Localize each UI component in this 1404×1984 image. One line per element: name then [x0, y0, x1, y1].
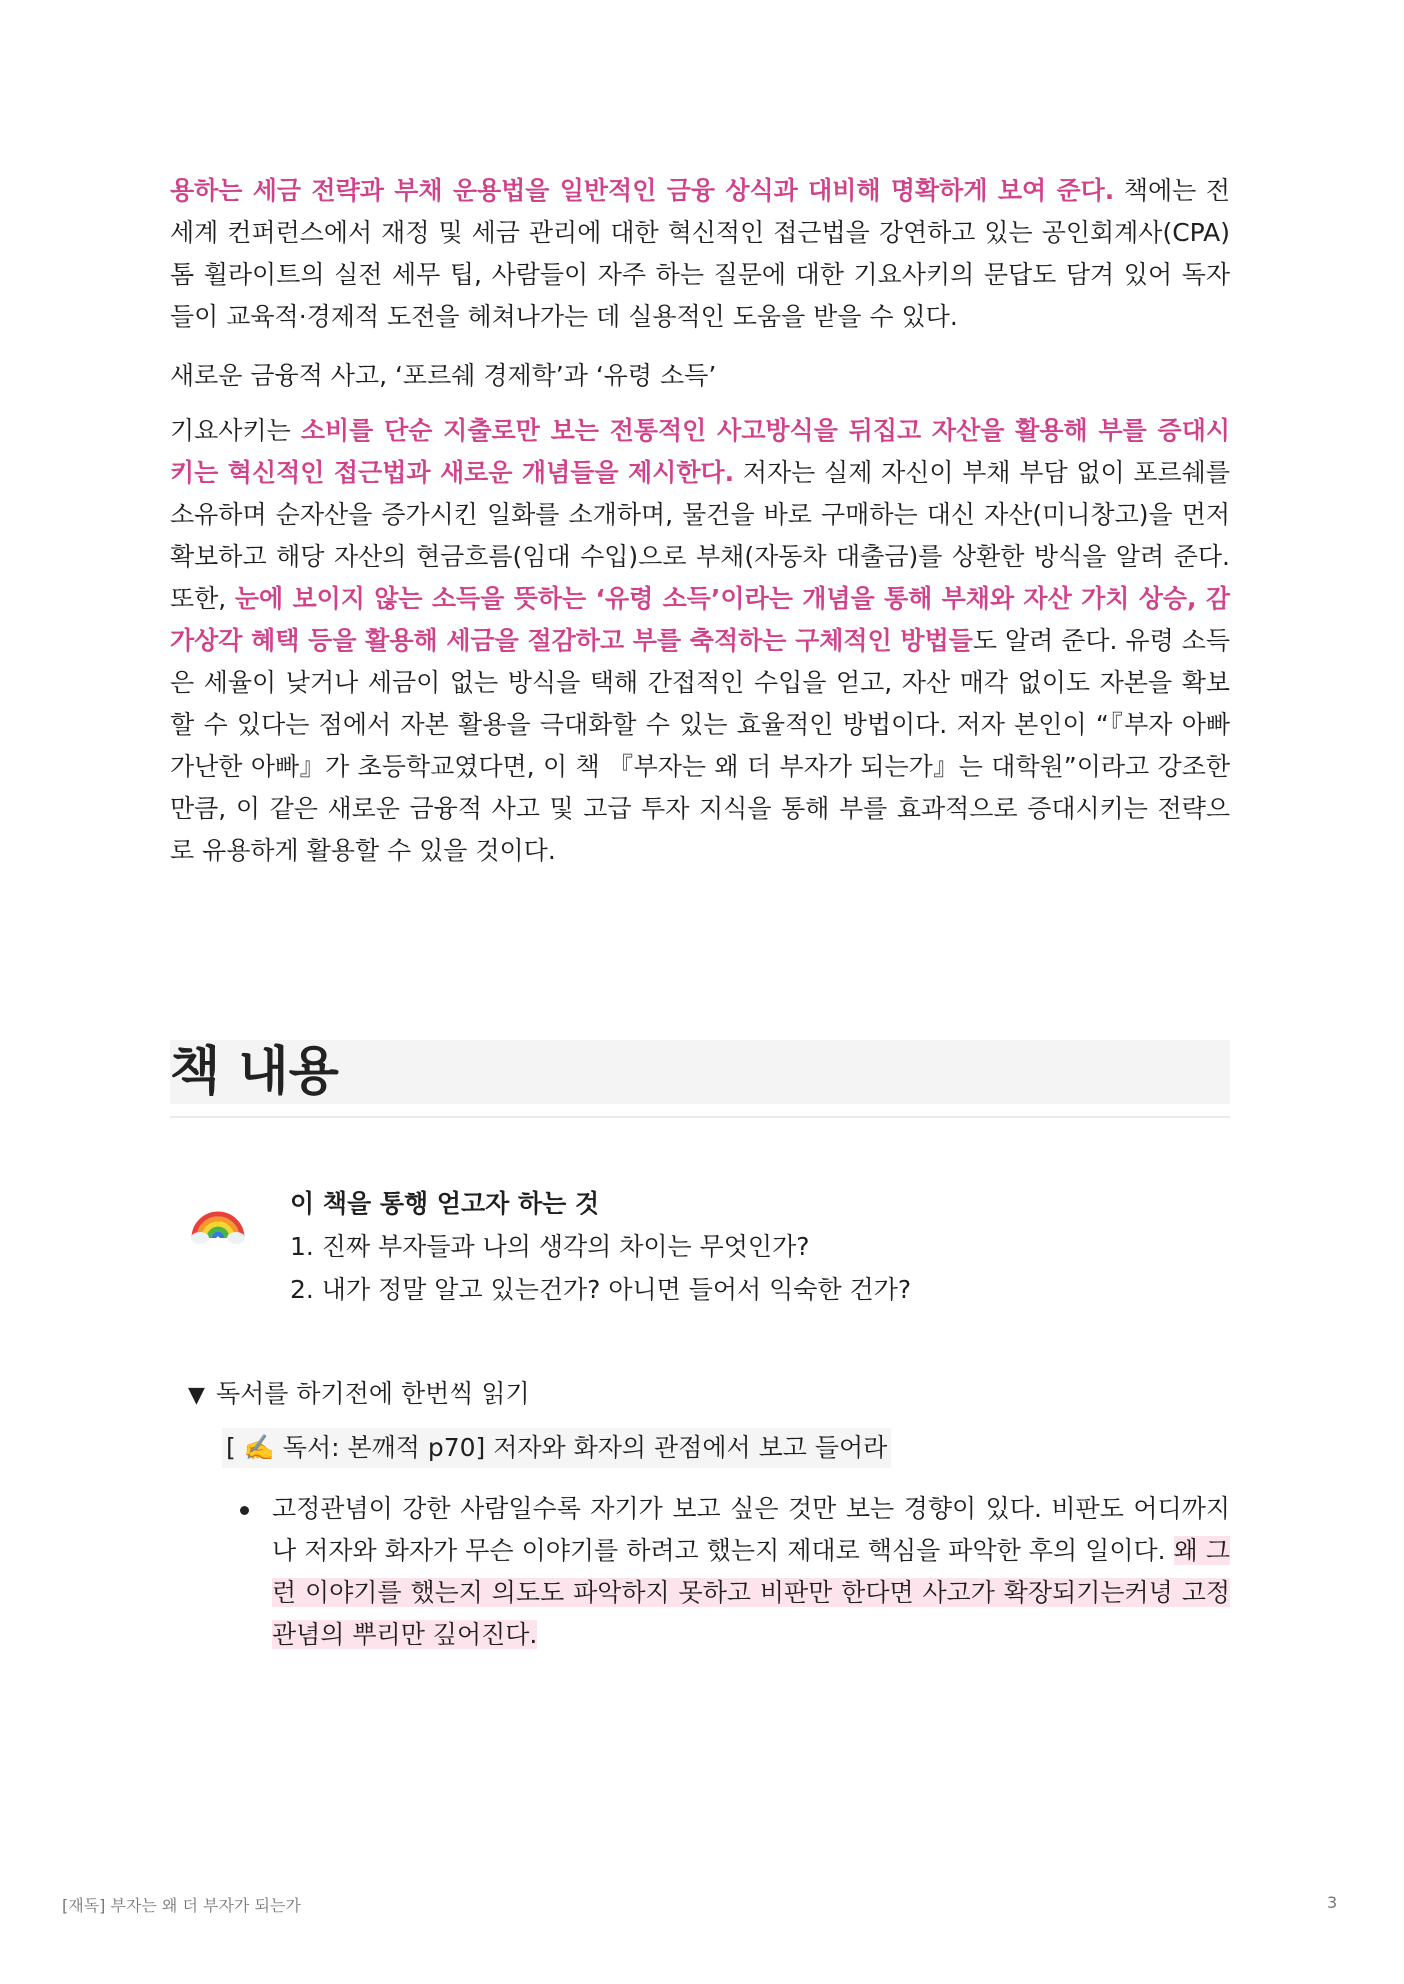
reference-line [222, 1428, 891, 1468]
callout-title: 이 책을 통행 얻고자 하는 것 [290, 1189, 600, 1218]
toggle-arrow-icon[interactable]: ▼ [188, 1383, 205, 1408]
page-number: 3 [1327, 1893, 1338, 1912]
callout-item-1: 1. 진짜 부자들과 나의 생각의 차이는 무엇인가? [290, 1232, 810, 1261]
highlighted-text: 소비를 단순 지출로만 보는 전통적인 사고방식을 뒤집고 자산을 활용해 부를 증대시키는 혁신적인 접근법과 새로운 개념들을 제시한다. [170, 416, 1231, 487]
section-subtitle: 새로운 금융적 사고, ‘포르쉐 경제학’과 ‘유령 소득’ [170, 361, 717, 390]
paragraph-text: 고정관념이 강한 사람일수록 자기가 보고 싶은 것만 보는 경향이 있다. 비판도 어디까지나 저자와 화자가 무슨 이야기를 하려고 했는지 제대로 핵심을 파악한 후의 일이다. [272, 1494, 1230, 1565]
reference-text: 독서: 본깨적 p70] 저자와 화자의 관점에서 보고 들어라 [274, 1433, 888, 1462]
writing-hand-icon: ✍️ [243, 1433, 275, 1462]
toggle-block[interactable] [188, 1374, 530, 1416]
paragraph-text: 기요사키는 [170, 416, 301, 445]
toggle-label: 독서를 하기전에 한번씩 읽기 [216, 1379, 530, 1408]
callout-item-2: 2. 내가 정말 알고 있는건가? 아니면 들어서 익숙한 건가? [290, 1275, 912, 1304]
rainbow-icon [190, 1190, 246, 1246]
callout-body [290, 1182, 1220, 1311]
bullet-text [272, 1488, 1230, 1656]
bracket-text: [ [226, 1433, 244, 1462]
highlighted-text: 왜 그런 이야기를 했는지 의도도 파악하지 못하고 비판만 한다면 사고가 확장되기는커녕 고정관념의 뿌리만 깊어진다. [272, 1536, 1231, 1649]
paragraph-text: 저자는 실제 자신이 부채 부담 없이 포르쉐를 소유하며 순자산을 증가시킨 일화를 소개하며, 물건을 바로 구매하는 대신 자산(미니창고)을 먼저 확보하고 해당 자산의 현금흐름(임대 수입)으로 부채(자동차 대출금)를 상환한 방식을 알려 준다. 또한, [170, 458, 1230, 613]
highlighted-text: 용하는 세금 전략과 부채 운용법을 일반적인 금융 상식과 대비해 명확하게 보여 준다. [170, 176, 1115, 205]
paragraph-text: 책에는 전 세계 컨퍼런스에서 재정 및 세금 관리에 대한 혁신적인 접근법을 강연하고 있는 공인회계사(CPA) 톰 휠라이트의 실전 세무 팁, 사람들이 자주 하는 질문에 대한 기요사키의 문답도 담겨 있어 독자들이 교육적·경제적 도전을 헤쳐나가는 데 실용적인 도움을 받을 수 있다. [170, 176, 1230, 331]
intro-paragraph [170, 170, 1230, 338]
body-paragraph [170, 410, 1230, 872]
highlighted-text: 눈에 보이지 않는 소득을 뜻하는 ‘유령 소득’이라는 개념을 통해 부채와 자산 가치 상승, 감가상각 혜택 등을 활용해 세금을 절감하고 부를 축적하는 구체적인 방법들 [170, 584, 1230, 655]
footer-title: [재독] 부자는 왜 더 부자가 되는가 [62, 1896, 301, 1915]
section-heading: 책 내용 [170, 1040, 1230, 1104]
bullet-dot-icon [240, 1506, 249, 1515]
heading-divider [170, 1116, 1230, 1118]
paragraph-text: 도 알려 준다. 유령 소득은 세율이 낮거나 세금이 없는 방식을 택해 간접적인 수입을 얻고, 자산 매각 없이도 자본을 확보할 수 있다는 점에서 자본 활용을 극대화할 수 있는 효율적인 방법이다. 저자 본인이 “『부자 아빠 가난한 아빠』가 초등학교였다면, 이 책 『부자는 왜 더 부자가 되는가』는 대학원”이라고 강조한 만큼, 이 같은 새로운 금융적 사고 및 고급 투자 지식을 통해 부를 효과적으로 증대시키는 전략으로 유용하게 활용할 수 있을 것이다. [170, 626, 1230, 865]
